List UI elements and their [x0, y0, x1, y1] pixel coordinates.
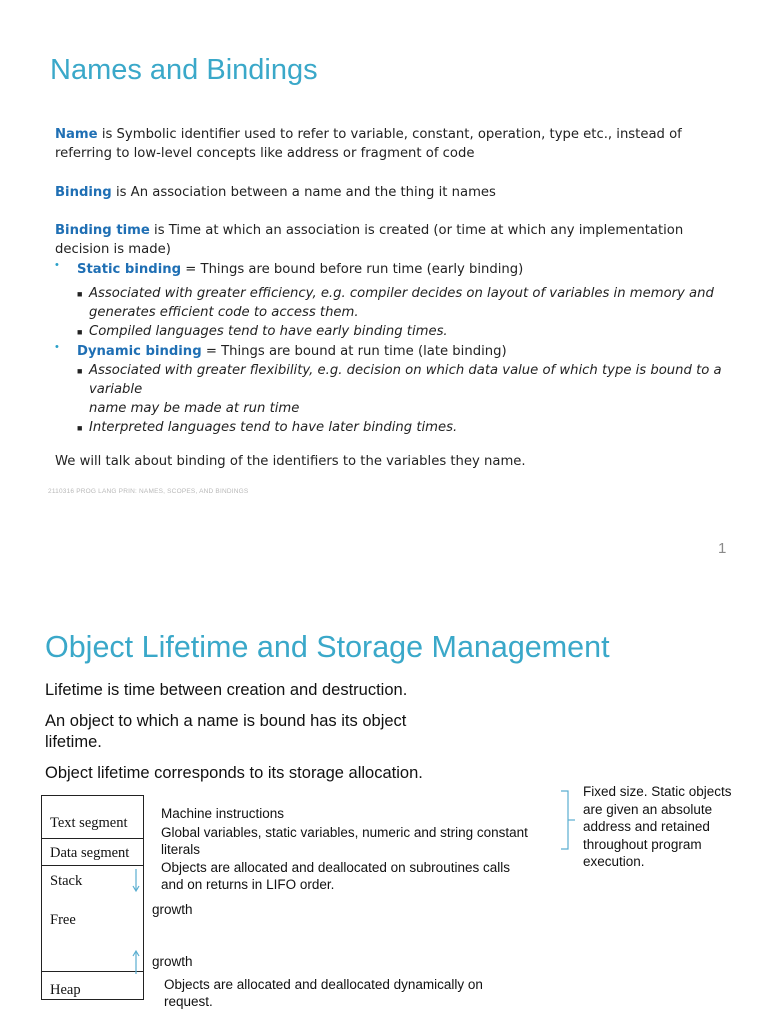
name-def-line2: referring to low-level concepts like address or fragment of code	[55, 146, 475, 161]
square-bullet-icon: ■	[77, 327, 83, 337]
static-sub1-line2: generates efficient code to access them.	[89, 305, 359, 320]
dynamic-sub1-line1: Associated with greater flexibility, e.g. decision on which data value of which type is bound to a	[89, 363, 722, 378]
static-sub1-line1: Associated with greater efficiency, e.g. compiler decides on layout of variables in memory and	[89, 286, 714, 301]
slide1-title: Names and Bindings	[50, 54, 318, 86]
stack-label: Stack	[50, 873, 83, 889]
square-bullet-icon: ■	[77, 366, 83, 376]
data-segment-desc	[161, 824, 528, 858]
bracket-icon	[558, 789, 578, 853]
binding-time-term: Binding time	[55, 223, 150, 238]
note-line: throughout program	[583, 836, 702, 852]
growth-down-label: growth	[152, 902, 193, 917]
note-line: Fixed size. Static objects	[583, 784, 732, 799]
dynamic-binding-term: Dynamic binding	[77, 344, 202, 359]
heap-desc	[164, 976, 483, 1010]
static-sub1	[89, 284, 749, 322]
static-objects-note	[583, 783, 732, 871]
segment-divider	[42, 865, 143, 866]
binding-time-def-line2: decision is made)	[55, 242, 171, 257]
heap-label: Heap	[50, 982, 81, 998]
data-segment-label: Data segment	[50, 845, 130, 861]
closing-text: We will talk about binding of the identifiers to the variables they name.	[55, 454, 526, 469]
dynamic-binding-item	[77, 342, 507, 361]
bullet-dot-icon: •	[55, 341, 59, 353]
dynamic-sub1	[89, 361, 749, 418]
stack-desc	[161, 859, 510, 893]
name-def-line1: is Symbolic identifier used to refer to variable, constant, operation, type etc., instead of	[97, 127, 682, 142]
heap-desc-line1: Objects are allocated and deallocated dynamically on	[164, 977, 483, 992]
note-line: address and retained	[583, 819, 710, 834]
growth-up-label: growth	[152, 954, 193, 969]
note-line: execution.	[583, 854, 645, 869]
data-segment-desc-line2: literals	[161, 842, 201, 857]
text-segment-label: Text segment	[50, 815, 128, 831]
square-bullet-icon: ■	[77, 289, 83, 299]
bullet-dot-icon: •	[55, 259, 59, 271]
dynamic-sub1-line2: variable	[89, 382, 143, 397]
dynamic-sub2: Interpreted languages tend to have later binding times.	[89, 420, 458, 435]
slide-footer: 2110316 PROG LANG PRIN: NAMES, SCOPES, AND BINDINGS	[48, 488, 249, 495]
binding-definition	[55, 183, 496, 202]
stack-desc-line2: and on returns in LIFO order.	[161, 877, 335, 892]
static-binding-def: = Things are bound before run time (early binding)	[181, 262, 524, 277]
binding-term: Binding	[55, 185, 112, 200]
heap-desc-line2: request.	[164, 994, 213, 1009]
binding-def: is An association between a name and the thing it names	[111, 185, 496, 200]
page-number: 1	[718, 540, 727, 557]
object-lifetime-para	[45, 711, 406, 753]
lifetime-line: Lifetime is time between creation and destruction.	[45, 681, 408, 699]
segment-divider	[42, 838, 143, 839]
text-segment-desc: Machine instructions	[161, 806, 285, 821]
binding-time-def-line1: is Time at which an association is created (or time at which any implementation	[149, 223, 684, 238]
data-segment-desc-line1: Global variables, static variables, numeric and string constant	[161, 825, 528, 840]
name-definition	[55, 125, 745, 163]
static-sub2: Compiled languages tend to have early binding times.	[89, 324, 448, 339]
object-lifetime-line2: lifetime.	[45, 733, 102, 751]
static-binding-term: Static binding	[77, 262, 182, 277]
static-binding-item	[77, 260, 523, 279]
object-lifetime-line1: An object to which a name is bound has its object	[45, 712, 407, 730]
segment-divider	[42, 971, 143, 972]
name-term: Name	[55, 127, 98, 142]
dynamic-binding-def: = Things are bound at run time (late binding)	[201, 344, 507, 359]
square-bullet-icon: ■	[77, 423, 83, 433]
binding-time-definition	[55, 221, 745, 259]
dynamic-sub1-line3: name may be made at run time	[89, 401, 300, 416]
free-label: Free	[50, 912, 76, 928]
arrow-up-icon	[130, 948, 142, 976]
slide2-title: Object Lifetime and Storage Management	[45, 630, 610, 664]
storage-allocation-line: Object lifetime corresponds to its storage allocation.	[45, 764, 423, 782]
note-line: are given an absolute	[583, 801, 713, 817]
stack-desc-line1: Objects are allocated and deallocated on subroutines calls	[161, 860, 510, 875]
arrow-down-icon	[130, 868, 142, 894]
